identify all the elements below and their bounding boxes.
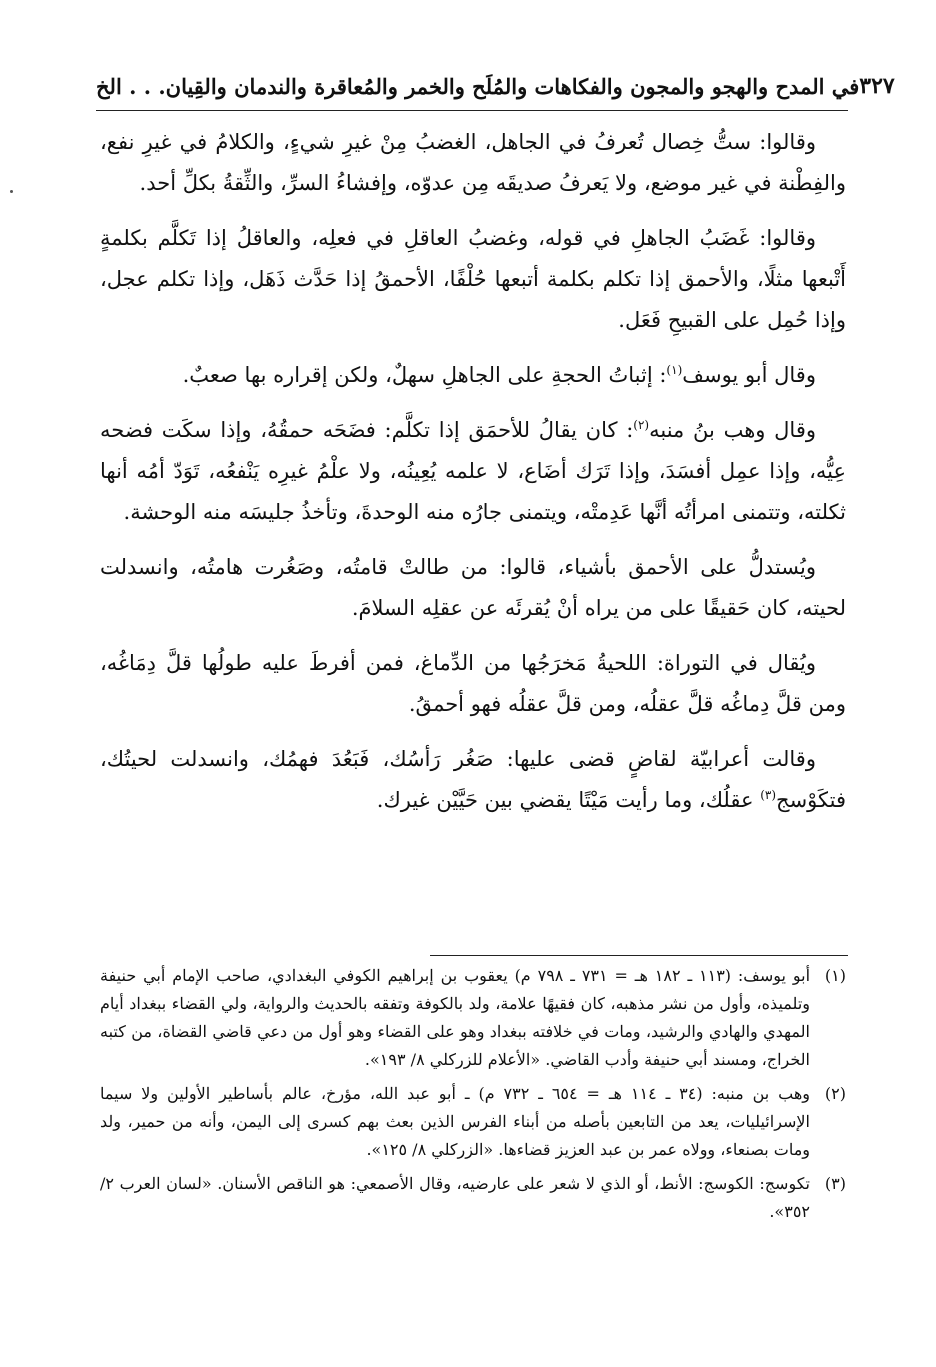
paragraph: وقالوا: ستُّ خِصال تُعرفُ في الجاهل، الغضبُ مِنْ غيرِ شيءٍ، والكلامُ في غيرِ نفع، والفِطْنة في غير موضع، ولا يَعرفُ صديقَه مِن عدوّه، وإفشاءُ السرِّ، والثِّقةُ بكلِّ أحد. [100, 130, 846, 195]
footnote-ref[interactable]: (٣) [760, 788, 777, 802]
paragraph: ويُقال في التوراة: اللحيةُ مَخرَجُها من الدِّماغ، فمن أفرطَ عليه طولُها قلَّ دِمَاغُه، ومن قلَّ دِماغُه قلَّ عقلُه، ومن قلَّ عقلُه فهو أحمقُ. [100, 651, 846, 716]
margin-speck [10, 190, 13, 193]
paragraph: ويُستدلُّ على الأحمق بأشياء، قالوا: من طالتْ قامتُه، وصَغُرت هامتُه، وانسدلت لحيته، كان حَقيقًا على من يراه أنْ يُقرئَه عن عقلِه السلامَ. [100, 555, 846, 620]
footnote-number: (٣) [824, 1174, 846, 1193]
footnote-text: وهب بن منبه: (٣٤ ـ ١١٤ هـ = ٦٥٤ ـ ٧٣٢ م) ـ أبو عبد الله، مؤرخ، عالم بأساطير الأولين ولا سيما الإسرائيليات، يعد من التابعين بأصله من أبناء الفرس الذين بعث بهم كسرى إلى اليمن، وأنه من حمير، ولد ومات بصنعاء، وولاه عمر بن عبد العزيز قضاءها. «الزركلي ٨/ ١٢٥». [100, 1084, 811, 1159]
paragraph: وقالوا: غَضَبُ الجاهلِ في قوله، وغضبُ العاقلِ في فعلِه، والعاقلُ إذا تَكلَّم بكلمةٍ أَتْبعها مثلًا، والأحمق إذا تكلم بكلمة أتبعها حُلْفًا، الأحمقُ إذا حَدَّث ذَهَل، وإذا تكلم عجل، وإذا حُمِل على القبيحِ فَعَل. [100, 226, 846, 332]
paragraph: وقالت أعرابيّة لقاضٍ قضى عليها: صَغُر رَأسُك، فَبَعُدَ فهمُك، وانسدلت لحيتُك، فتكَوْسج$^{(٣)}$ عقلُك، وما رأيت مَيْتًا يقضي بين حَيَّيْن غيرك. [100, 747, 846, 812]
footnote-ref[interactable]: (٢) [633, 418, 650, 432]
header-rule [96, 110, 848, 111]
header-title: في المدح والهجو والمجون والفكاهات والمُلَح والخمر والمُعاقرة والندمان والقِيان. . . الخ [96, 73, 860, 99]
page-number: ٣٢٧ [859, 73, 895, 99]
footnote-text: أبو يوسف: (١١٣ ـ ١٨٢ هـ = ٧٣١ ـ ٧٩٨ م) يعقوب بن إبراهيم الكوفي البغدادي، صاحب الإمام أبي حنيفة وتلميذه، وأول من نشر مذهبه، كان فقيهًا علامة، ولد بالكوفة وتفقه بالحديث والرواية، ولي القضاء ببغداد أيام المهدي والهادي والرشيد، ومات في خلافته ببغداد وهو على القضاء وهو أول من دعي قاضي القضاة، من كتبه الخراج، ومسند أبي حنيفة وأدب القاضي. «الأعلام للزركلي ٨/ ١٩٣». [100, 966, 811, 1069]
footnote-number: (٢) [824, 1084, 846, 1103]
footnote-separator [430, 955, 848, 956]
footnote [100, 962, 846, 1074]
main-text [100, 122, 846, 835]
paragraph: وقال وهب بنُ منبه$^{(٢)}$: كان يقالُ للأحمَق إذا تكلَّم: فضَحَه حمقُهُ، وإذا سكَت فضحه عِيُّه، وإذا عمِل أفسَدَ، وإذا تَرَك أضَاع، لا علمه يُعِينُه، ولا علْمُ غيرِه يَنْفعُه، تَوَدّ أمُه أنها ثكلته، وتتمنى امرأتُه أنَّها عَدِمتْه، ويتمنى جارُه منه الوحدةَ، وتأخذُ جليسَه منه الوحشة. [100, 418, 846, 524]
footnote [100, 1170, 846, 1226]
footnote-ref[interactable]: (١) [666, 363, 683, 377]
paragraph: وقال أبو يوسف$^{(١)}$: إثباتُ الحجةِ على الجاهلِ سهلٌ، ولكن إقراره بها صعبٌ. [182, 363, 816, 387]
running-header [96, 66, 895, 106]
footnotes [100, 962, 846, 1232]
footnote-number: (١) [824, 966, 846, 985]
footnote-text: تكوسج: الكوسج: الأنط، أو الذي لا شعر على عارضيه، وقال الأصمعي: هو الناقص الأسنان. «لسان العرب ٢/ ٣٥٢». [100, 1174, 810, 1221]
footnote [100, 1080, 846, 1164]
